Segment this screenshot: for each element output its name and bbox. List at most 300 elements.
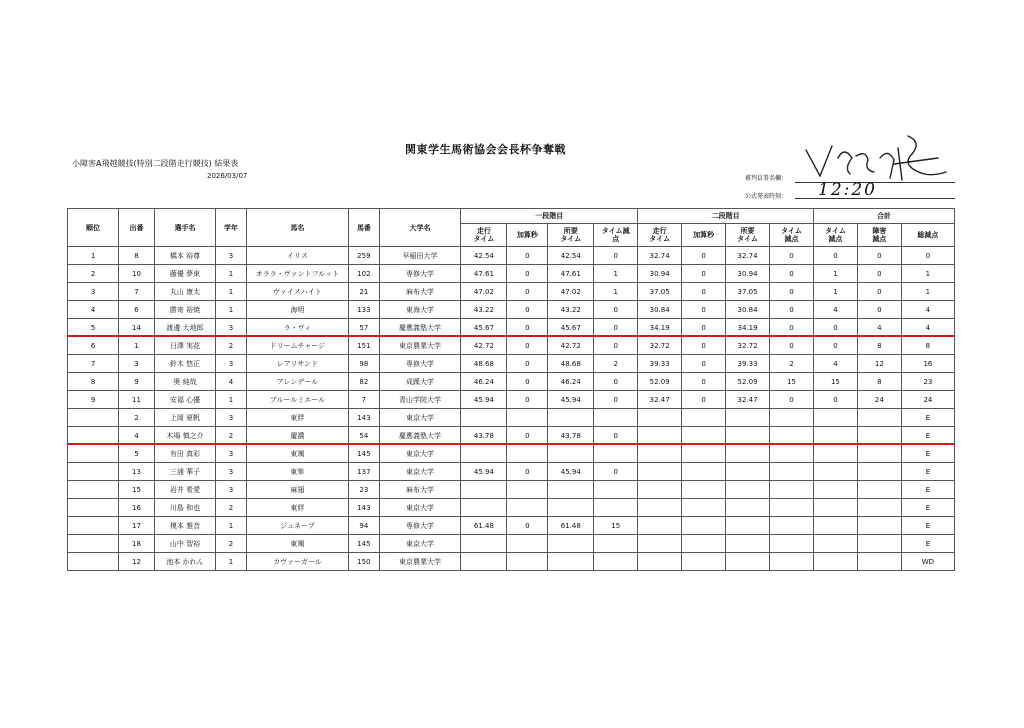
table-row bbox=[68, 301, 955, 319]
table-cell: E bbox=[901, 499, 954, 517]
table-cell bbox=[857, 499, 901, 517]
table-cell bbox=[682, 481, 726, 499]
table-cell bbox=[813, 517, 857, 535]
table-cell bbox=[507, 535, 548, 553]
table-cell: 150 bbox=[349, 553, 380, 571]
table-cell bbox=[857, 409, 901, 427]
table-cell: 37.05 bbox=[638, 283, 682, 301]
table-cell: 45.67 bbox=[461, 319, 507, 337]
table-row bbox=[68, 463, 955, 481]
table-cell: 32.74 bbox=[638, 247, 682, 265]
table-cell: ラ・ヴィ bbox=[246, 319, 348, 337]
table-cell bbox=[638, 409, 682, 427]
table-cell: 0 bbox=[594, 463, 638, 481]
cut-line-1 bbox=[67, 335, 955, 337]
table-cell bbox=[638, 517, 682, 535]
table-cell: ドリームチャージ bbox=[246, 337, 348, 355]
table-cell: 0 bbox=[813, 337, 857, 355]
table-cell: E bbox=[901, 409, 954, 427]
table-cell: 8 bbox=[857, 337, 901, 355]
table-cell bbox=[726, 499, 770, 517]
col-horse-no: 馬番 bbox=[349, 209, 380, 247]
table-cell: 15 bbox=[119, 481, 155, 499]
table-cell: 榎本 雅音 bbox=[154, 517, 215, 535]
table-cell bbox=[507, 481, 548, 499]
table-cell: 東京大学 bbox=[379, 535, 461, 553]
table-cell: 17 bbox=[119, 517, 155, 535]
table-cell: 43.22 bbox=[461, 301, 507, 319]
table-cell: 3 bbox=[216, 445, 247, 463]
table-cell: 43.78 bbox=[461, 427, 507, 445]
table-cell: 0 bbox=[813, 391, 857, 409]
table-cell bbox=[682, 535, 726, 553]
table-cell: 43.78 bbox=[548, 427, 594, 445]
table-cell: 0 bbox=[594, 301, 638, 319]
table-cell: 1 bbox=[216, 283, 247, 301]
table-row bbox=[68, 427, 955, 445]
table-cell: 海明 bbox=[246, 301, 348, 319]
table-cell: 4 bbox=[901, 301, 954, 319]
table-cell: 30.94 bbox=[726, 265, 770, 283]
table-cell: 54 bbox=[349, 427, 380, 445]
table-cell bbox=[548, 499, 594, 517]
table-cell: 32.72 bbox=[638, 337, 682, 355]
table-cell: 0 bbox=[507, 517, 548, 535]
table-cell bbox=[857, 481, 901, 499]
table-cell: 橋本 裕尊 bbox=[154, 247, 215, 265]
table-cell: 46.24 bbox=[461, 373, 507, 391]
table-cell: 0 bbox=[594, 319, 638, 337]
table-cell bbox=[461, 445, 507, 463]
table-cell: 東京大学 bbox=[379, 445, 461, 463]
table-cell bbox=[682, 427, 726, 445]
table-cell bbox=[682, 409, 726, 427]
table-cell: 23 bbox=[901, 373, 954, 391]
table-cell bbox=[507, 553, 548, 571]
table-cell bbox=[68, 409, 119, 427]
table-cell: 専修大学 bbox=[379, 355, 461, 373]
col-start-no: 出番 bbox=[119, 209, 155, 247]
judge-signature-label: 審判員署名欄： bbox=[745, 175, 788, 182]
col-total: 合計 bbox=[813, 209, 954, 224]
table-cell: 3 bbox=[119, 355, 155, 373]
table-cell bbox=[857, 427, 901, 445]
table-cell: 東京大学 bbox=[379, 499, 461, 517]
table-cell: 鈴木 悠正 bbox=[154, 355, 215, 373]
table-cell: 丸山 康太 bbox=[154, 283, 215, 301]
table-cell: 3 bbox=[216, 481, 247, 499]
table-cell: 専修大学 bbox=[379, 517, 461, 535]
table-cell: 151 bbox=[349, 337, 380, 355]
table-cell: 16 bbox=[901, 355, 954, 373]
table-cell: 7 bbox=[349, 391, 380, 409]
table-cell: 42.72 bbox=[548, 337, 594, 355]
table-cell: 4 bbox=[813, 301, 857, 319]
table-cell: 有田 真彩 bbox=[154, 445, 215, 463]
table-cell: 慶應義塾大学 bbox=[379, 319, 461, 337]
table-cell bbox=[638, 481, 682, 499]
table-cell: 32.47 bbox=[726, 391, 770, 409]
table-cell: 3 bbox=[216, 463, 247, 481]
table-cell: 4 bbox=[119, 427, 155, 445]
table-cell: 37.05 bbox=[726, 283, 770, 301]
table-cell: 0 bbox=[594, 427, 638, 445]
table-cell: 133 bbox=[349, 301, 380, 319]
table-cell: 32.72 bbox=[726, 337, 770, 355]
table-cell: 2 bbox=[216, 535, 247, 553]
table-cell: 0 bbox=[770, 337, 814, 355]
table-cell: 10 bbox=[119, 265, 155, 283]
table-cell: 0 bbox=[507, 391, 548, 409]
table-cell: 東絆 bbox=[246, 499, 348, 517]
table-cell bbox=[682, 463, 726, 481]
table-cell bbox=[461, 481, 507, 499]
table-cell: 三浦 華子 bbox=[154, 463, 215, 481]
table-cell bbox=[68, 499, 119, 517]
table-cell: 259 bbox=[349, 247, 380, 265]
table-cell bbox=[68, 445, 119, 463]
table-cell: 1 bbox=[813, 265, 857, 283]
table-cell: 0 bbox=[770, 283, 814, 301]
table-cell: 48.68 bbox=[548, 355, 594, 373]
table-row bbox=[68, 373, 955, 391]
table-cell: 12 bbox=[857, 355, 901, 373]
table-cell: 2 bbox=[216, 499, 247, 517]
table-row bbox=[68, 355, 955, 373]
table-cell: 45.94 bbox=[461, 463, 507, 481]
table-cell: 麻翅 bbox=[246, 481, 348, 499]
table-cell bbox=[548, 481, 594, 499]
table-cell: 6 bbox=[119, 301, 155, 319]
table-row bbox=[68, 409, 955, 427]
table-cell: 1 bbox=[216, 301, 247, 319]
table-cell: 8 bbox=[68, 373, 119, 391]
table-cell bbox=[770, 427, 814, 445]
table-cell bbox=[813, 463, 857, 481]
table-cell: 奥 純哉 bbox=[154, 373, 215, 391]
table-cell bbox=[638, 445, 682, 463]
table-cell bbox=[857, 517, 901, 535]
table-cell: 1 bbox=[119, 337, 155, 355]
table-cell: 7 bbox=[119, 283, 155, 301]
event-date: 2026/03/07 bbox=[207, 172, 248, 180]
table-cell: 4 bbox=[901, 319, 954, 337]
table-cell bbox=[813, 427, 857, 445]
table-cell bbox=[594, 481, 638, 499]
table-cell: 45.94 bbox=[548, 463, 594, 481]
table-cell: 0 bbox=[507, 283, 548, 301]
table-cell bbox=[548, 445, 594, 463]
table-cell bbox=[68, 463, 119, 481]
table-cell: 0 bbox=[682, 283, 726, 301]
table-cell: 39.33 bbox=[638, 355, 682, 373]
table-cell: 0 bbox=[770, 391, 814, 409]
table-cell: 2 bbox=[770, 355, 814, 373]
table-row bbox=[68, 499, 955, 517]
table-cell: 39.33 bbox=[726, 355, 770, 373]
handwritten-signature bbox=[798, 128, 948, 188]
col-phase1: 一段階目 bbox=[461, 209, 638, 224]
table-cell: 東絆 bbox=[246, 409, 348, 427]
table-cell: 0 bbox=[507, 355, 548, 373]
table-row bbox=[68, 265, 955, 283]
table-cell bbox=[813, 409, 857, 427]
col-horse: 馬名 bbox=[246, 209, 348, 247]
table-cell: ヴァイスハイト bbox=[246, 283, 348, 301]
table-cell: 0 bbox=[857, 265, 901, 283]
table-cell bbox=[813, 553, 857, 571]
table-cell: 木場 慎之介 bbox=[154, 427, 215, 445]
table-cell: 8 bbox=[119, 247, 155, 265]
table-cell: 143 bbox=[349, 499, 380, 517]
col-p2-time-pen: タイム 減点 bbox=[770, 224, 814, 247]
table-cell: E bbox=[901, 445, 954, 463]
table-cell: 34.19 bbox=[726, 319, 770, 337]
table-cell: 日澤 実花 bbox=[154, 337, 215, 355]
table-cell: 1 bbox=[216, 265, 247, 283]
table-cell: 0 bbox=[770, 247, 814, 265]
table-cell: E bbox=[901, 463, 954, 481]
table-cell: 渡邊 大地郎 bbox=[154, 319, 215, 337]
table-cell: 東京農業大学 bbox=[379, 337, 461, 355]
table-cell: 143 bbox=[349, 409, 380, 427]
table-cell bbox=[507, 445, 548, 463]
table-cell: 48.68 bbox=[461, 355, 507, 373]
table-cell bbox=[770, 409, 814, 427]
table-cell: 30.84 bbox=[726, 301, 770, 319]
table-cell: 1 bbox=[901, 265, 954, 283]
table-cell bbox=[682, 445, 726, 463]
table-cell: 東京大学 bbox=[379, 409, 461, 427]
table-cell: カヴァーガール bbox=[246, 553, 348, 571]
col-rider: 選手名 bbox=[154, 209, 215, 247]
table-cell: 47.61 bbox=[461, 265, 507, 283]
table-cell: 94 bbox=[349, 517, 380, 535]
table-cell bbox=[68, 535, 119, 553]
col-p2-run-time: 走行 タイム bbox=[638, 224, 682, 247]
table-cell bbox=[770, 463, 814, 481]
table-cell: 0 bbox=[594, 337, 638, 355]
table-cell: オララ・ヴァントフルット bbox=[246, 265, 348, 283]
table-cell: 0 bbox=[507, 463, 548, 481]
table-cell: 0 bbox=[857, 301, 901, 319]
table-cell: 32.47 bbox=[638, 391, 682, 409]
table-cell: E bbox=[901, 535, 954, 553]
col-year: 学年 bbox=[216, 209, 247, 247]
table-cell: 岩井 希愛 bbox=[154, 481, 215, 499]
table-cell: 42.72 bbox=[461, 337, 507, 355]
table-cell: 21 bbox=[349, 283, 380, 301]
table-row bbox=[68, 319, 955, 337]
table-cell bbox=[594, 445, 638, 463]
document-title: 関東学生馬術協会会長杯争奪戦 bbox=[405, 143, 566, 156]
table-cell: 137 bbox=[349, 463, 380, 481]
table-cell: 82 bbox=[349, 373, 380, 391]
table-cell: 16 bbox=[119, 499, 155, 517]
table-cell bbox=[461, 409, 507, 427]
table-cell bbox=[548, 535, 594, 553]
table-cell: 47.02 bbox=[548, 283, 594, 301]
table-cell: 45.94 bbox=[461, 391, 507, 409]
table-cell: 23 bbox=[349, 481, 380, 499]
table-cell: 0 bbox=[770, 265, 814, 283]
col-p1-added: 加算秒 bbox=[507, 224, 548, 247]
table-cell: 4 bbox=[857, 319, 901, 337]
table-cell bbox=[857, 553, 901, 571]
table-cell: 0 bbox=[507, 373, 548, 391]
table-cell: 15 bbox=[770, 373, 814, 391]
table-cell: 0 bbox=[813, 319, 857, 337]
col-p2-added: 加算秒 bbox=[682, 224, 726, 247]
table-cell bbox=[726, 427, 770, 445]
table-cell: 0 bbox=[682, 391, 726, 409]
table-cell bbox=[726, 535, 770, 553]
table-cell: 1 bbox=[901, 283, 954, 301]
table-cell: 2 bbox=[216, 427, 247, 445]
table-cell: 麻布大学 bbox=[379, 481, 461, 499]
col-total-pen: 総減点 bbox=[901, 224, 954, 247]
table-cell bbox=[638, 463, 682, 481]
table-cell: 45.94 bbox=[548, 391, 594, 409]
table-cell: レアリサンド bbox=[246, 355, 348, 373]
table-cell bbox=[682, 517, 726, 535]
table-cell bbox=[594, 409, 638, 427]
table-cell: 4 bbox=[68, 301, 119, 319]
table-cell bbox=[68, 427, 119, 445]
table-cell: 24 bbox=[901, 391, 954, 409]
table-cell bbox=[638, 427, 682, 445]
table-cell bbox=[461, 535, 507, 553]
table-cell: ブルールミエール bbox=[246, 391, 348, 409]
table-cell bbox=[813, 499, 857, 517]
table-cell bbox=[594, 553, 638, 571]
table-cell: WD bbox=[901, 553, 954, 571]
table-cell: 青山学院大学 bbox=[379, 391, 461, 409]
table-cell: 0 bbox=[682, 355, 726, 373]
table-cell: 0 bbox=[682, 247, 726, 265]
table-row bbox=[68, 247, 955, 265]
table-cell: 52.09 bbox=[638, 373, 682, 391]
table-cell: 慶濃 bbox=[246, 427, 348, 445]
table-cell bbox=[726, 481, 770, 499]
official-time-value: 12:20 bbox=[818, 180, 877, 200]
table-cell bbox=[770, 553, 814, 571]
table-cell: 15 bbox=[594, 517, 638, 535]
table-cell: 0 bbox=[507, 265, 548, 283]
table-cell: 30.84 bbox=[638, 301, 682, 319]
table-cell: 1 bbox=[594, 283, 638, 301]
table-cell: 9 bbox=[68, 391, 119, 409]
table-cell: 0 bbox=[682, 319, 726, 337]
table-cell: 0 bbox=[813, 247, 857, 265]
table-cell: 9 bbox=[119, 373, 155, 391]
table-cell: E bbox=[901, 427, 954, 445]
table-cell: 3 bbox=[216, 247, 247, 265]
table-cell: 0 bbox=[682, 301, 726, 319]
table-cell: 1 bbox=[216, 517, 247, 535]
table-cell: 0 bbox=[507, 319, 548, 337]
event-name: 小障害A飛越競技(特別二段階走行競技) 結果表 bbox=[72, 159, 239, 168]
table-cell: 0 bbox=[594, 391, 638, 409]
table-cell: 0 bbox=[594, 247, 638, 265]
results-body bbox=[68, 247, 955, 571]
table-cell: 東颯 bbox=[246, 535, 348, 553]
table-cell: 5 bbox=[68, 319, 119, 337]
table-row bbox=[68, 535, 955, 553]
table-row bbox=[68, 481, 955, 499]
table-cell: 5 bbox=[119, 445, 155, 463]
table-cell: 1 bbox=[216, 391, 247, 409]
table-cell: 47.02 bbox=[461, 283, 507, 301]
col-p2-req-time: 所要 タイム bbox=[726, 224, 770, 247]
table-cell: 川島 和也 bbox=[154, 499, 215, 517]
table-cell bbox=[770, 445, 814, 463]
table-cell: 0 bbox=[507, 301, 548, 319]
table-cell bbox=[726, 445, 770, 463]
results-table bbox=[67, 208, 955, 571]
table-cell: アレンデール bbox=[246, 373, 348, 391]
table-row bbox=[68, 517, 955, 535]
table-row bbox=[68, 445, 955, 463]
table-cell: 15 bbox=[813, 373, 857, 391]
col-total-time-pen: タイム 減点 bbox=[813, 224, 857, 247]
table-cell: 45.67 bbox=[548, 319, 594, 337]
table-cell: 2 bbox=[216, 337, 247, 355]
table-cell: 145 bbox=[349, 445, 380, 463]
table-cell: 東海大学 bbox=[379, 301, 461, 319]
col-p1-time-pen: タイム減 点 bbox=[594, 224, 638, 247]
table-row bbox=[68, 391, 955, 409]
table-cell bbox=[770, 517, 814, 535]
table-cell: 0 bbox=[770, 319, 814, 337]
table-cell: 3 bbox=[216, 355, 247, 373]
table-cell bbox=[770, 535, 814, 553]
table-cell: 東颯 bbox=[246, 445, 348, 463]
col-rank: 順位 bbox=[68, 209, 119, 247]
table-cell bbox=[594, 499, 638, 517]
table-cell bbox=[548, 553, 594, 571]
table-cell: 18 bbox=[119, 535, 155, 553]
table-cell: 専修大学 bbox=[379, 265, 461, 283]
table-cell bbox=[857, 535, 901, 553]
table-cell: 0 bbox=[507, 337, 548, 355]
table-row bbox=[68, 337, 955, 355]
table-cell: 成蹊大学 bbox=[379, 373, 461, 391]
table-cell: 61.48 bbox=[461, 517, 507, 535]
table-cell: 13 bbox=[119, 463, 155, 481]
table-cell: 57 bbox=[349, 319, 380, 337]
table-cell: 3 bbox=[216, 409, 247, 427]
table-cell bbox=[548, 409, 594, 427]
table-cell: 145 bbox=[349, 535, 380, 553]
col-university: 大学名 bbox=[379, 209, 461, 247]
table-cell: 4 bbox=[216, 373, 247, 391]
table-cell: 0 bbox=[682, 337, 726, 355]
table-cell: 池本 かれん bbox=[154, 553, 215, 571]
table-cell bbox=[813, 481, 857, 499]
table-cell: 麻布大学 bbox=[379, 283, 461, 301]
table-cell: 30.94 bbox=[638, 265, 682, 283]
table-cell bbox=[68, 553, 119, 571]
table-cell bbox=[461, 499, 507, 517]
table-cell: 47.61 bbox=[548, 265, 594, 283]
table-cell: 安福 心優 bbox=[154, 391, 215, 409]
table-cell: E bbox=[901, 481, 954, 499]
table-cell bbox=[813, 445, 857, 463]
table-cell: イリス bbox=[246, 247, 348, 265]
table-cell: 61.48 bbox=[548, 517, 594, 535]
table-cell bbox=[68, 517, 119, 535]
